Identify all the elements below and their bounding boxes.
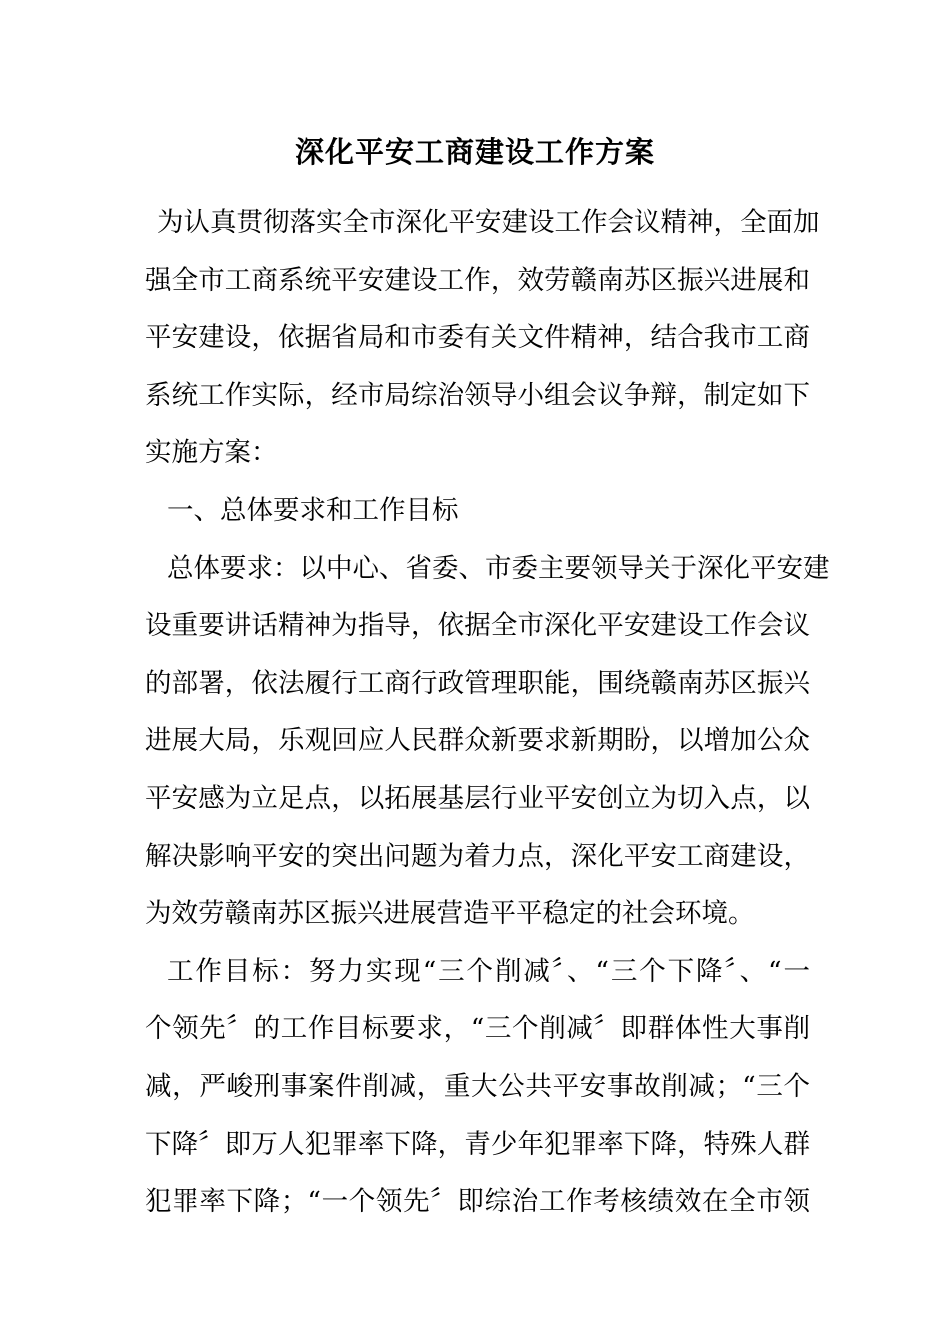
- paragraph-line: 的部署，依法履行工商行政管理职能，围绕赣南苏区振兴: [145, 667, 810, 699]
- paragraph-line: 平安感为立足点，以拓展基层行业平安创立为切入点，以: [145, 782, 810, 814]
- paragraph-line: 总体要求：以中心、省委、市委主要领导关于深化平安建: [167, 552, 830, 584]
- document-body: [145, 194, 830, 1231]
- paragraph-line: 工作目标：努力实现“三个削减〞、“三个下降〞、“一: [167, 955, 810, 987]
- section-heading: 一、总体要求和工作目标: [167, 494, 459, 526]
- paragraph-line: 为效劳赣南苏区振兴进展营造平平稳定的社会环境。: [145, 898, 755, 930]
- paragraph-line: 平安建设，依据省局和市委有关文件精神，结合我市工商: [145, 322, 810, 354]
- paragraph-line: 为认真贯彻落实全市深化平安建设工作会议精神，全面加: [157, 207, 820, 238]
- paragraph-line: 设重要讲话精神为指导，依据全市深化平安建设工作会议: [145, 610, 810, 642]
- paragraph-line: 强全市工商系统平安建设工作，效劳赣南苏区振兴进展和: [145, 264, 810, 296]
- paragraph-line: 下降〞即万人犯罪率下降，青少年犯罪率下降，特殊人群: [145, 1128, 810, 1160]
- document-title: 深化平安工商建设工作方案: [294, 135, 655, 169]
- paragraph-line: 减，严峻刑事案件削减，重大公共平安事故削减；“三个: [145, 1070, 810, 1102]
- paragraph-line: 个领先〞的工作目标要求，“三个削减〞即群体性大事削: [145, 1013, 810, 1045]
- paragraph-line: 犯罪率下降；“一个领先〞即综治工作考核绩效在全市领: [145, 1186, 810, 1218]
- paragraph-line: 系统工作实际，经市局综治领导小组会议争辩，制定如下: [145, 379, 810, 411]
- paragraph-line: 进展大局，乐观回应人民群众新要求新期盼，以增加公众: [145, 725, 810, 757]
- paragraph-line: 解决影响平安的突出问题为着力点，深化平安工商建设，: [145, 840, 810, 872]
- paragraph-line: 实施方案：: [145, 437, 278, 469]
